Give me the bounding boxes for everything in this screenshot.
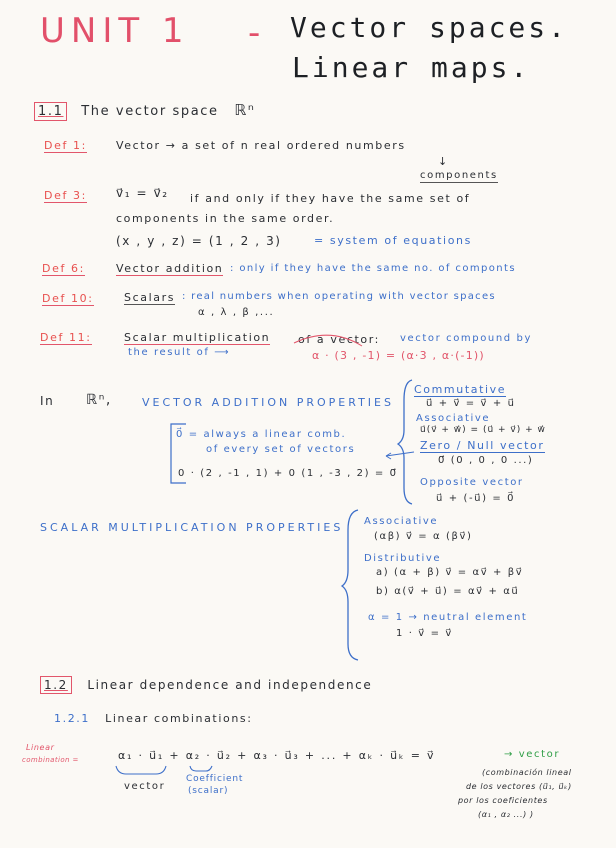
zero-note-2: of every set of vectors <box>206 444 356 455</box>
def1-label: Def 1: <box>44 139 87 152</box>
vap-formula-zero: 0⃗ (0 , 0 , 0 ...) <box>438 455 534 466</box>
section-1-2-number: 1.2 <box>40 676 72 694</box>
def1-text: Vector → a set of n real ordered numbers <box>116 139 406 152</box>
def10-text: : real numbers when operating with vector spaces <box>182 291 496 302</box>
zero-example: 0 · (2 , -1 , 1) + 0 (1 , -3 , 2) = 0⃗ <box>178 468 398 479</box>
section-title: The vector space <box>81 104 219 119</box>
def3-text2: components in the same order. <box>116 212 335 225</box>
def11-text: vector compound by <box>400 333 532 344</box>
def1-components: components <box>420 170 498 181</box>
def11-label: Def 11: <box>40 331 92 344</box>
def3-system-rhs: = system of equations <box>314 234 472 247</box>
vap-item-opposite: Opposite vector <box>420 477 524 488</box>
vector-underbrace-icon <box>116 766 166 774</box>
def6-label: Def 6: <box>42 262 85 275</box>
subsection-title: Linear combinations: <box>105 712 253 725</box>
section-number: 1.1 <box>34 102 67 121</box>
smp-dist-b: b) α(v⃗ + u⃗) = αv⃗ + αu⃗ <box>376 586 520 597</box>
vap-formula-opposite: u⃗ + (-u⃗) = 0⃗ <box>436 493 516 504</box>
def10-term: Scalars <box>124 291 176 304</box>
lc-coef-2: (scalar) <box>188 786 229 796</box>
def10-symbols: α , λ , β ,... <box>198 307 275 318</box>
def3-text: if and only if they have the same set of <box>190 192 471 205</box>
vap-item-associative: Associative <box>416 413 491 424</box>
vap-item-commutative: Commutative <box>414 383 507 396</box>
def11-arc-icon <box>294 335 362 346</box>
lc-es-4: (α₁ , α₂ ...) ) <box>478 810 534 819</box>
title-line2: Linear maps. <box>292 51 531 84</box>
unit-title: UNIT 1 <box>40 11 190 51</box>
smp-brace-icon <box>342 510 358 660</box>
def11-expr: α · (3 , -1) = (α·3 , α·(-1)) <box>312 349 485 362</box>
def1-arrow: ↓ <box>438 155 449 168</box>
zero-note-1: 0⃗ = always a linear comb. <box>176 429 347 440</box>
coef-underbrace-icon <box>190 766 212 771</box>
subsection-number: 1.2.1 <box>54 712 90 725</box>
vap-formula-associative: u⃗(v⃗ + w⃗) = (u⃗ + v⃗) + w⃗ <box>420 425 546 435</box>
smp-neutral-formula: 1 · v⃗ = v⃗ <box>396 628 453 639</box>
vap-item-zero: Zero / Null vector <box>420 439 545 452</box>
lc-es-3: por los coeficientes <box>458 796 548 805</box>
smp-associative: Associative <box>364 516 439 527</box>
def11-term: Scalar multiplication <box>124 331 271 344</box>
title-dash: - <box>248 13 267 53</box>
vap-rn: ℝⁿ, <box>86 392 112 408</box>
def11-line2: the result of ⟶ <box>128 347 231 358</box>
def6-term: Vector addition <box>116 262 224 275</box>
lc-arrow-note: → vector <box>504 749 561 760</box>
smp-heading: SCALAR MULTIPLICATION PROPERTIES <box>40 521 344 534</box>
smp-associative-formula: (αβ) v⃗ = α (βv⃗) <box>374 531 473 542</box>
smp-distributive: Distributive <box>364 553 442 564</box>
vap-formula-commutative: u⃗ + v⃗ = v⃗ + u⃗ <box>426 398 516 409</box>
lc-label-2: combination = <box>22 756 79 764</box>
vap-heading: VECTOR ADDITION PROPERTIES <box>142 396 394 409</box>
def6-text: : only if they have the same no. of componts <box>230 263 516 274</box>
lc-coef-1: Coefficient <box>186 774 244 784</box>
lc-es-1: (combinación lineal <box>482 768 572 777</box>
def11-mid: of a vector: <box>298 333 380 346</box>
rn-symbol: ℝⁿ <box>234 101 256 119</box>
def3-equation: v⃗₁ = v⃗₂ <box>116 186 169 200</box>
lc-vector-label: vector <box>124 781 166 792</box>
smp-neutral: α = 1 → neutral element <box>368 612 528 623</box>
def3-system-lhs: (x , y , z) = (1 , 2 , 3) <box>116 234 282 248</box>
section-1-2-title: Linear dependence and independence <box>87 678 373 692</box>
zero-note-bracket <box>171 424 186 483</box>
lc-es-2: de los vectores (u⃗₁, u⃗ₖ) <box>466 782 572 791</box>
smp-dist-a: a) (α + β) v⃗ = αv⃗ + βv⃗ <box>376 567 524 578</box>
lc-label-1: Linear <box>26 743 55 752</box>
def10-label: Def 10: <box>42 292 94 305</box>
def3-label: Def 3: <box>44 189 87 202</box>
title-line1: Vector spaces. <box>290 11 569 44</box>
vap-brace-icon <box>398 380 412 504</box>
lc-formula: α₁ · u⃗₁ + α₂ · u⃗₂ + α₃ · u⃗₃ + ... + αₖ · u⃗ₖ = v⃗ <box>118 749 436 762</box>
vap-lead: In <box>40 394 55 408</box>
